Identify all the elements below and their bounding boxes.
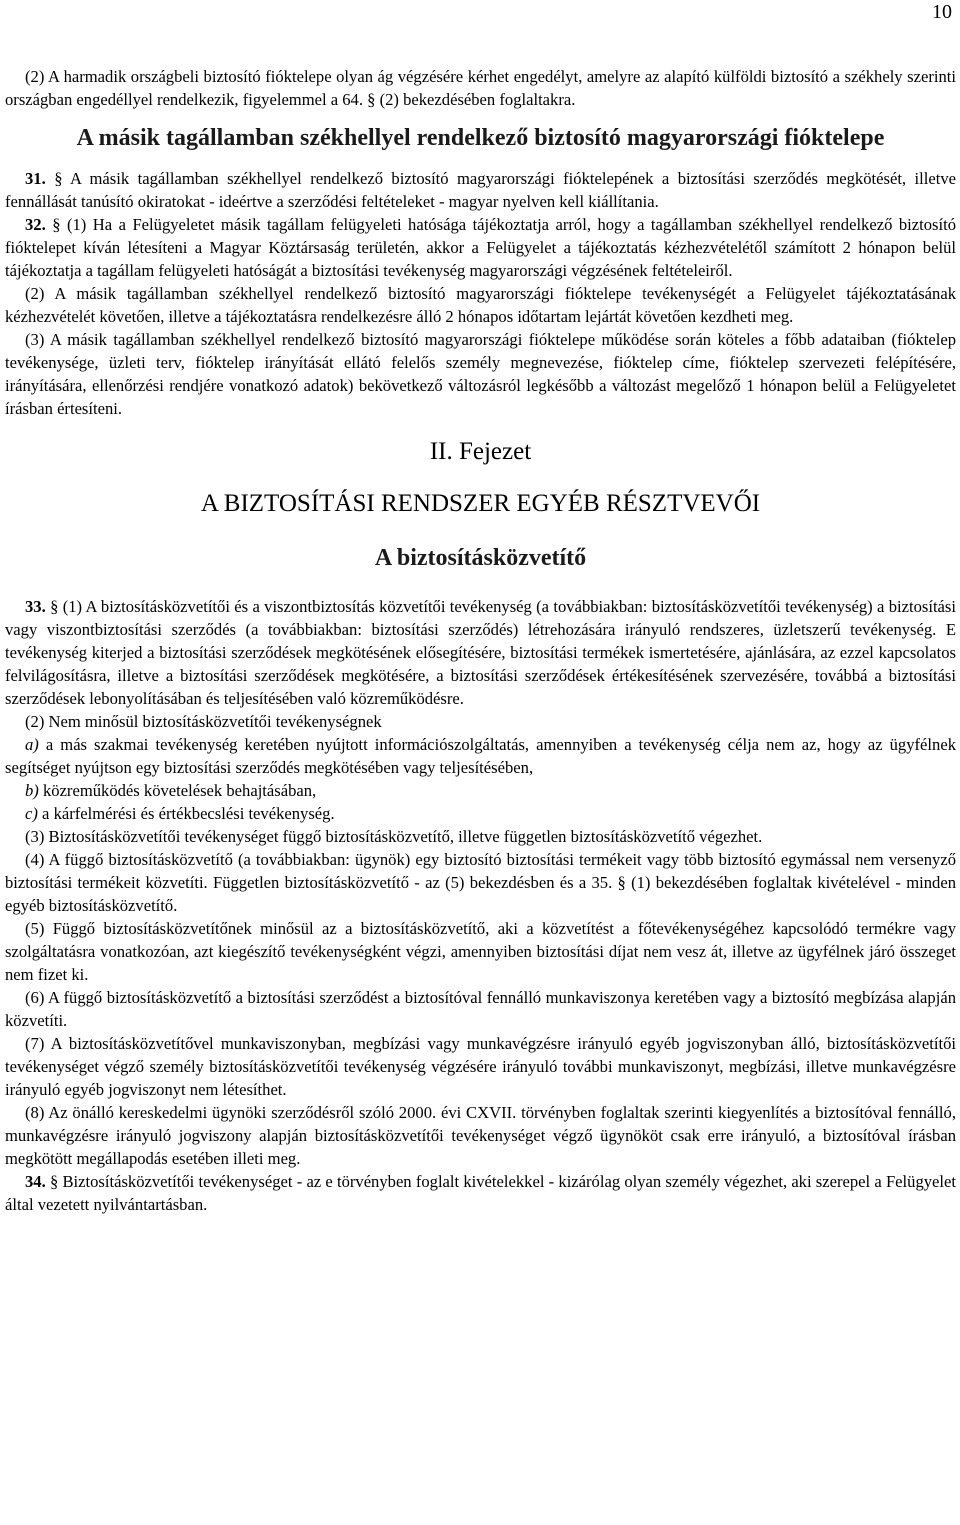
paragraph-33-1 — [5, 595, 956, 710]
section-number: 31. — [25, 169, 46, 188]
list-letter: b) — [25, 781, 39, 800]
section-number: 34. — [25, 1172, 46, 1191]
list-item-b — [5, 779, 956, 802]
part-heading: A BIZTOSÍTÁSI RENDSZER EGYÉB RÉSZTVEVŐI — [200, 490, 761, 517]
paragraph-33-7: (7) A biztosításközvetítővel munkaviszonyban, megbízási vagy munkavégzésre irányuló egyéb jogviszonyban álló, biztosításközvetítői tevékenységet végző személy biztosításközvetítői tevékenység végzésére irányuló további munkaviszonyt, megbízási, illetve munkavégzésre irányuló egyéb jogviszonyt nem létesíthet. — [5, 1034, 956, 1099]
paragraph-text: § A másik tagállamban székhellyel rendelkező biztosító magyarországi fióktelepének a biztosítási szerződés megkötését, illetve fennállását tanúsító okiratokat - ideértve a szerződési feltételeket - magyar nyelven kell kiállítania. — [5, 169, 956, 211]
list-letter: a) — [25, 735, 39, 754]
paragraph-33-2: (2) Nem minősül biztosításközvetítői tevékenységnek — [25, 712, 382, 731]
list-text: közreműködés követelések behajtásában, — [38, 781, 317, 800]
section-number: 33. — [25, 597, 46, 616]
paragraph-32-2: (2) A másik tagállamban székhellyel rendelkező biztosító magyarországi fióktelepe tevékenységét a Felügyelet tájékoztatásának kézhezvételét követően, illetve a tájékoztatásra rendelkezésre álló 2 hónapos időtartam lejártát követően kezdheti meg. — [5, 284, 956, 326]
paragraph-33-3: (3) Biztosításközvetítői tevékenységet függő biztosításközvetítő, illetve független biztosításközvetítő végezhet. — [25, 827, 763, 846]
paragraph-32-1 — [5, 213, 956, 282]
list-text: a kárfelmérési és értékbecslési tevékenység. — [37, 804, 335, 823]
paragraph-34 — [5, 1170, 956, 1216]
list-text: a más szakmai tevékenység keretében nyújtott információszolgáltatás, amennyiben a tevékenység célja nem az, hogy az ügyfélnek segítséget nyújtson egy biztosítási szerződés megkötésében vagy teljesítésében, — [5, 735, 956, 777]
page-number: 10 — [932, 1, 952, 23]
paragraph-33-8: (8) Az önálló kereskedelmi ügynöki szerződésről szóló 2000. évi CXVII. törvényben foglaltak szerinti kiegyenlítés a biztosítóval fennálló, munkavégzésre irányuló jogviszony alapján biztosításközvetítői tevékenységet végző ügynököt csak erre irányuló, a biztosítóval írásban megkötött megállapodás esetében illeti meg. — [5, 1103, 956, 1168]
list-letter: c) — [25, 804, 38, 823]
section-heading-fioktelep: A másik tagállamban székhellyel rendelkező biztosító magyarországi fióktelepe — [76, 125, 885, 151]
paragraph-33-5: (5) Függő biztosításközvetítőnek minősül az a biztosításközvetítő, aki a közvetítést a főtevékenységéhez kapcsolódó termékre vagy szolgáltatásra vonatkozóan, azt kiegészítő tevékenységként végzi, amennyiben biztosítási díjat nem vesz át, illetve az ügyfélnek járó összeget nem fizet ki. — [5, 919, 956, 984]
paragraph-text: § Biztosításközvetítői tevékenységet - az e törvényben foglalt kivételekkel - kizárólag olyan személy végezhet, aki szerepel a Felügyelet által vezetett nyilvántartásban. — [5, 1172, 956, 1214]
paragraph-32-3: (3) A másik tagállamban székhellyel rendelkező biztosító magyarországi fióktelepe működése során köteles a főbb adataiban (fióktelep tevékenysége, üzleti terv, fióktelep irányítását ellátó felelős személy megnevezése, fióktelep címe, fióktelep szervezeti felépítésére, irányítására, ellenőrzési rendjére vonatkozó adatok) bekövetkező változásról legkésőbb a változást megelőző 1 hónapon belül a Felügyeletet írásban értesíteni. — [5, 330, 956, 418]
paragraph-text: § (1) A biztosításközvetítői és a viszontbiztosítás közvetítői tevékenység (a továbbiakban: biztosításközvetítői tevékenység) a biztosítási vagy viszontbiztosítási szerződés (a továbbiakban: biztosítási szerződés) létrehozására irányuló rendszeres, üzletszerű tevékenység. E tevékenység kiterjed a biztosítási szerződések megkötésének elősegítésére, biztosítási termékek ismertetésére, ajánlására, az ezzel kapcsolatos felvilágosításra, illetve a biztosítási szerződések megkötésére, a biztosítási szerződések értékesítésének szervezésére, továbbá a biztosítási szerződések lebonyolításában és teljesítésében való közreműködésre. — [5, 597, 956, 708]
list-item-a — [5, 733, 956, 779]
section-heading-kozvetito: A biztosításközvetítő — [374, 545, 587, 571]
section-number: 32. — [25, 215, 46, 234]
paragraph-text: § (1) Ha a Felügyeletet másik tagállam felügyeleti hatósága tájékoztatja arról, hogy a tagállamban székhellyel rendelkező biztosító fióktelepet kíván létesíteni a Magyar Köztársaság területén, akkor a Felügyelet a tájékoztatás kézhezvételétől számított 2 hónapon belül tájékoztatja a tagállam felügyeleti hatóságát a biztosítási tevékenység magyarországi végzésének feltételeiről. — [5, 215, 956, 280]
paragraph-31 — [5, 167, 956, 213]
paragraph-30-2: (2) A harmadik országbeli biztosító fióktelepe olyan ág végzésére kérhet engedélyt, amelyre az alapító külföldi biztosító a székhely szerinti országban engedéllyel rendelkezik, figyelemmel a 64. § (2) bekezdésében foglaltakra. — [5, 67, 956, 109]
list-item-c — [5, 802, 956, 825]
chapter-heading: II. Fejezet — [429, 438, 532, 465]
paragraph-33-6: (6) A függő biztosításközvetítő a biztosítási szerződést a biztosítóval fennálló munkaviszonya keretében vagy a biztosító megbízása alapján közvetíti. — [5, 988, 956, 1030]
document-body — [5, 0, 956, 1216]
paragraph-33-4: (4) A függő biztosításközvetítő (a továbbiakban: ügynök) egy biztosító biztosítási termékeit vagy több biztosító egymással nem versenyző biztosítási termékeit közvetíti. Független biztosításközvetítő - az (5) bekezdésben és a 35. § (1) bekezdésében foglaltak kivételével - minden egyéb biztosításközvetítő. — [5, 850, 956, 915]
